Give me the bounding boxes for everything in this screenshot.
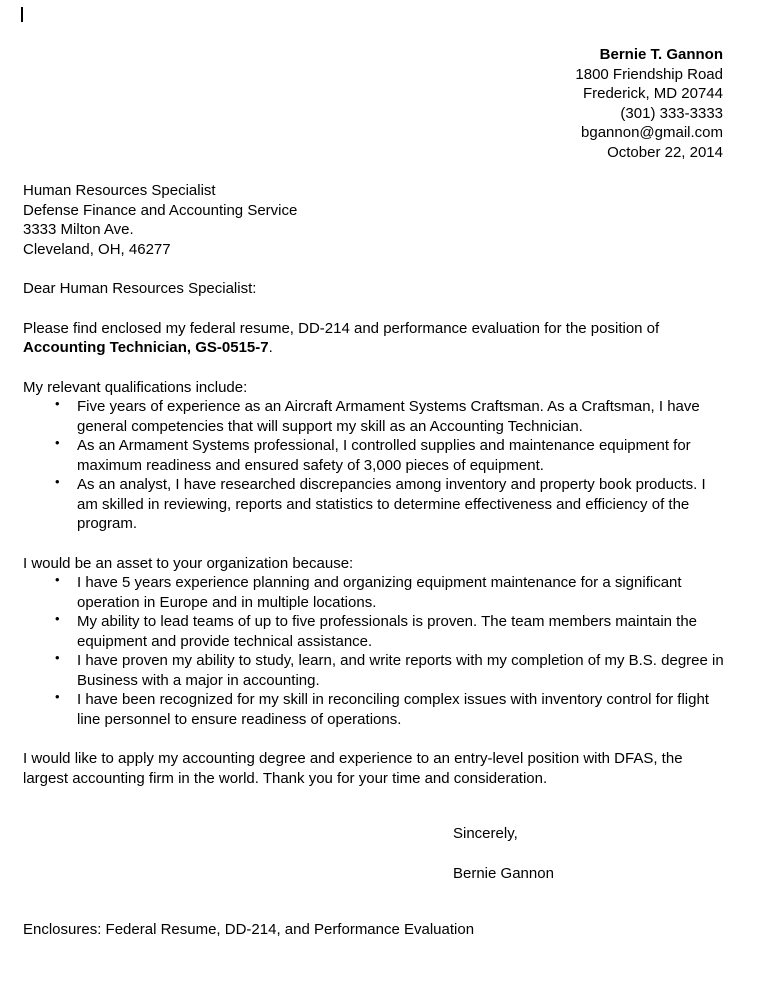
salutation: Dear Human Resources Specialist:: [23, 280, 257, 297]
text-cursor[interactable]: [21, 7, 23, 22]
valediction: Sincerely,: [453, 825, 518, 842]
sender-address-line: 1800 Friendship Road: [575, 65, 723, 83]
list-item: [23, 690, 730, 729]
sender-block: [23, 0, 730, 162]
signoff-block: [453, 824, 730, 883]
sender-name: Bernie T. Gannon: [599, 46, 723, 63]
sender-email: bgannon@gmail.com: [581, 124, 723, 141]
closing-paragraph: I would like to apply my accounting degree and experience to an entry-level position with DFAS, the largest accounting firm in the world. Thank you for your time and consideration.: [23, 750, 683, 787]
list-item: [23, 475, 730, 534]
recipient-title: Human Resources Specialist: [23, 182, 216, 199]
assets-lead: I would be an asset to your organization because:: [23, 554, 354, 572]
list-item-text: I have proven my ability to study, learn, and write reports with my completion of my B.S. degree in Business with a major in accounting.: [77, 652, 724, 689]
bullet-icon: •: [55, 396, 60, 411]
sender-phone: (301) 333-3333: [620, 104, 723, 122]
intro-text: Please find enclosed my federal resume, DD-214 and performance evaluation for the position of: [23, 319, 660, 337]
list-item: [23, 573, 730, 612]
list-item: [23, 397, 730, 436]
intro-period: .: [268, 339, 273, 356]
enclosures-line: Enclosures: Federal Resume, DD-214, and Performance Evaluation: [23, 921, 475, 938]
qualifications-list: [23, 397, 730, 534]
list-item-text: As an Armament Systems professional, I controlled supplies and maintenance equipment for maximum readiness and ensured safety of 3,000 pieces of equipment.: [77, 437, 691, 474]
list-item-text: My ability to lead teams of up to five professionals is proven. The team members maintain the equipment and provide technical assistance.: [77, 613, 698, 650]
list-item: [23, 612, 730, 651]
bullet-icon: •: [55, 474, 60, 489]
bullet-icon: •: [55, 435, 60, 450]
recipient-block: [23, 181, 730, 259]
sender-address-line: Frederick, MD 20744: [582, 85, 723, 102]
list-item-text: As an analyst, I have researched discrepancies among inventory and property book products. I am skilled in reviewing, reports and statistics to determine effectiveness and efficiency of the program.: [77, 476, 706, 532]
list-item-text: I have 5 years experience planning and organizing equipment maintenance for a significant operation in Europe and in multiple locations.: [77, 574, 682, 611]
intro-paragraph: [23, 319, 730, 358]
bullet-icon: •: [55, 650, 60, 665]
bullet-icon: •: [55, 689, 60, 704]
list-item: [23, 436, 730, 475]
list-item: [23, 651, 730, 690]
bullet-icon: •: [55, 611, 60, 626]
assets-list: [23, 573, 730, 729]
position-title: Accounting Technician, GS-0515-7: [23, 339, 269, 356]
bullet-icon: •: [55, 572, 60, 587]
list-item-text: Five years of experience as an Aircraft Armament Systems Craftsman. As a Craftsman, I have general competencies that will support my skill as an Accounting Technician.: [77, 398, 700, 435]
signature-name: Bernie Gannon: [453, 864, 554, 882]
recipient-organization: Defense Finance and Accounting Service: [23, 201, 298, 219]
qualifications-lead: My relevant qualifications include:: [23, 378, 248, 396]
recipient-city-line: Cleveland, OH, 46277: [23, 240, 171, 258]
list-item-text: I have been recognized for my skill in reconciling complex issues with inventory control for flight line personnel to ensure readiness of operations.: [77, 691, 709, 728]
letter-date: October 22, 2014: [607, 143, 723, 161]
recipient-address-line: 3333 Milton Ave.: [23, 221, 134, 238]
